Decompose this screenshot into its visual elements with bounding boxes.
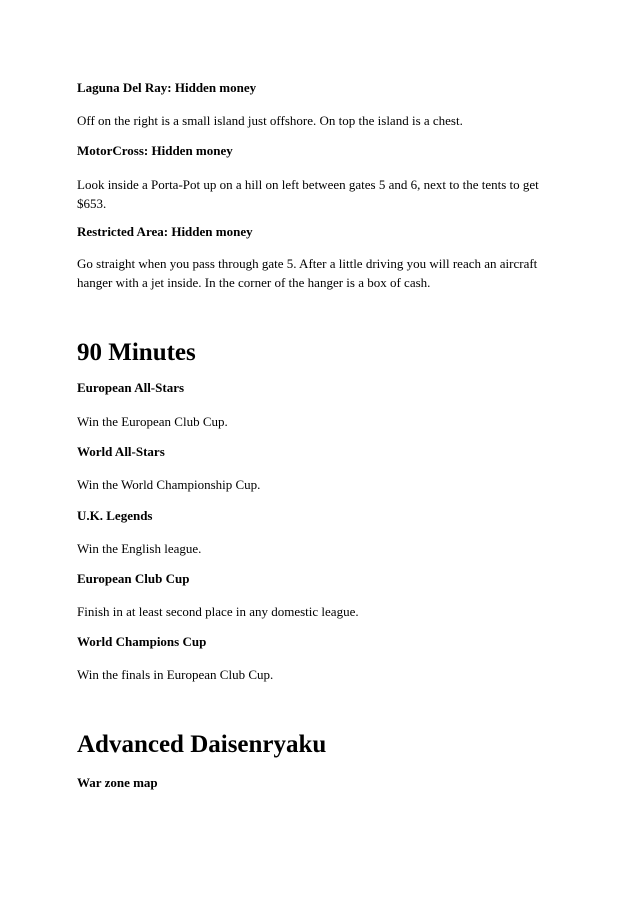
entry-title: MotorCross: Hidden money — [77, 143, 233, 158]
entry-text: Look inside a Porta-Pot up on a hill on left between gates 5 and 6, next to the tents to get $653. — [77, 177, 539, 211]
entry-text: Win the finals in European Club Cup. — [77, 667, 274, 682]
entry-title: Restricted Area: Hidden money — [77, 224, 253, 239]
section-heading: 90 Minutes — [77, 339, 196, 366]
entry-text: Go straight when you pass through gate 5. After a little driving you will reach an aircraft hanger with a jet inside. In the corner of the hanger is a box of cash. — [77, 256, 538, 290]
entry-text: Finish in at least second place in any domestic league. — [77, 604, 359, 619]
entry-title: War zone map — [77, 775, 158, 790]
entry-text: Win the World Championship Cup. — [77, 477, 261, 492]
entry-title: European All-Stars — [77, 380, 185, 395]
entry-text: Off on the right is a small island just offshore. On top the island is a chest. — [77, 113, 463, 128]
entry-text: Win the European Club Cup. — [77, 414, 228, 429]
entry-title: U.K. Legends — [77, 508, 153, 523]
entry-title: European Club Cup — [77, 571, 190, 586]
entry-title: Laguna Del Ray: Hidden money — [77, 80, 257, 95]
entry-title: World All-Stars — [77, 444, 165, 459]
entry-text: Win the English league. — [77, 541, 202, 556]
entry-title: World Champions Cup — [77, 634, 207, 649]
section-heading: Advanced Daisenryaku — [77, 731, 327, 758]
